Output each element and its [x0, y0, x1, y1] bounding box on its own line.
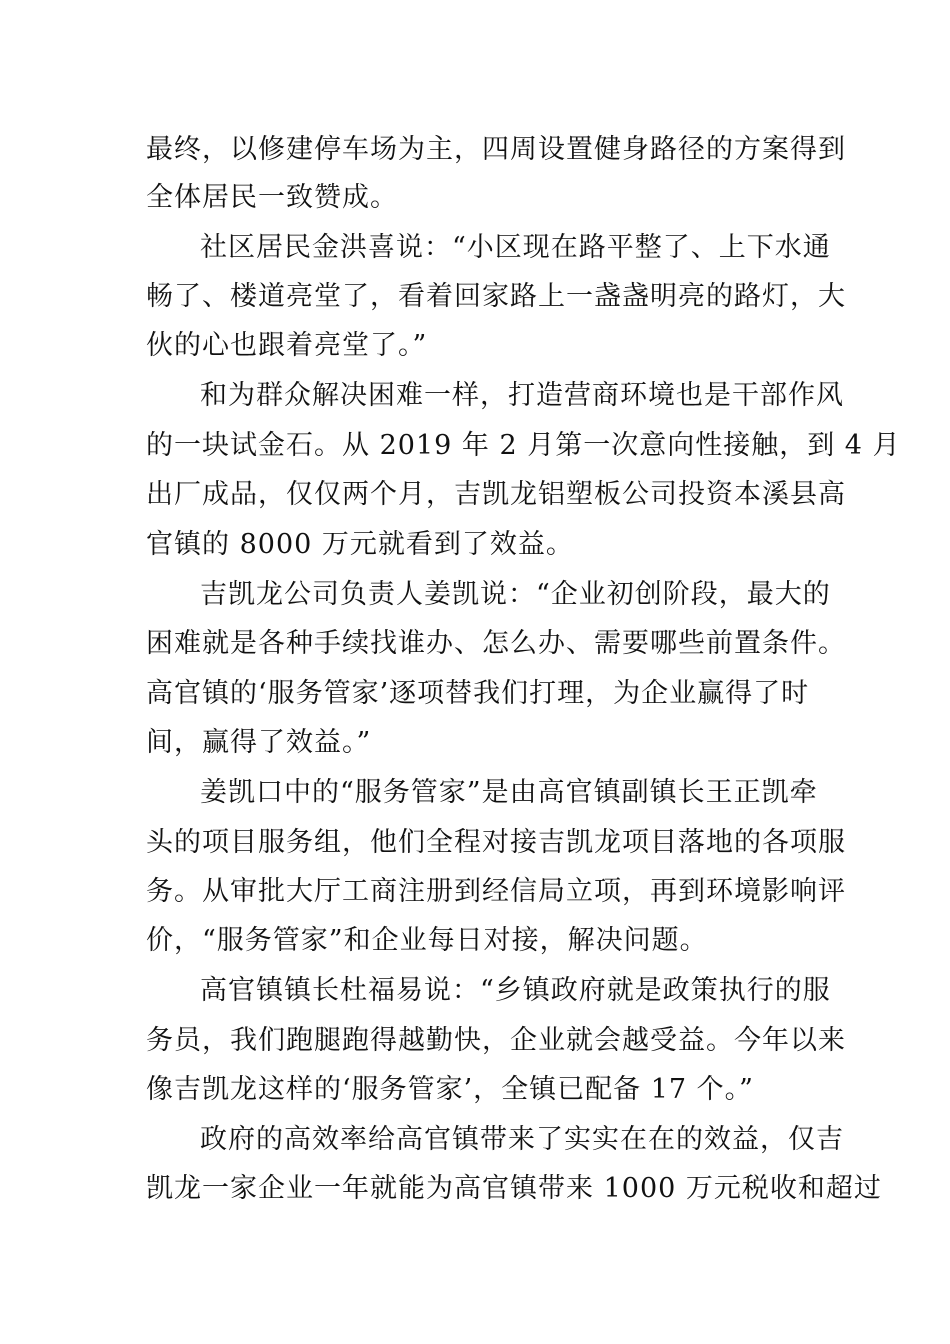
text-line: 吉凯龙公司负责人姜凯说：“企业初创阶段，最大的 — [200, 579, 831, 610]
text-line: 头的项目服务组，他们全程对接吉凯龙项目落地的各项服 — [146, 827, 846, 858]
text-line: 和为群众解决困难一样，打造营商环境也是干部作风 — [200, 380, 844, 411]
text-line: 高官镇的‘服务管家’逐项替我们打理，为企业赢得了时 — [146, 678, 810, 709]
text-line: 政府的高效率给高官镇带来了实实在在的效益，仅吉 — [200, 1124, 844, 1155]
text-line: 出厂成品，仅仅两个月，吉凯龙铝塑板公司投资本溪县高 — [146, 479, 846, 510]
text-line: 间，赢得了效益。” — [146, 727, 372, 758]
text-line: 凯龙一家企业一年就能为高官镇带来 1000 万元税收和超过 — [146, 1173, 882, 1204]
text-line: 畅了、楼道亮堂了，看着回家路上一盏盏明亮的路灯，大 — [146, 281, 846, 312]
text-line: 高官镇镇长杜福易说：“乡镇政府就是政策执行的服 — [200, 975, 831, 1006]
text-line: 困难就是各种手续找谁办、怎么办、需要哪些前置条件。 — [146, 628, 846, 659]
text-line: 务。从审批大厅工商注册到经信局立项，再到环境影响评 — [146, 876, 846, 907]
text-line: 像吉凯龙这样的‘服务管家’，全镇已配备 17 个。” — [146, 1074, 754, 1105]
text-line: 最终，以修建停车场为主，四周设置健身路径的方案得到 — [146, 134, 846, 165]
text-line: 官镇的 8000 万元就看到了效益。 — [146, 529, 574, 560]
text-line: 姜凯口中的“服务管家”是由高官镇副镇长王正凯牵 — [200, 777, 818, 808]
text-line: 伙的心也跟着亮堂了。” — [146, 330, 428, 361]
text-line: 全体居民一致赞成。 — [146, 182, 398, 213]
text-line: 价，“服务管家”和企业每日对接，解决问题。 — [146, 925, 708, 956]
text-line: 务员，我们跑腿跑得越勤快，企业就会越受益。今年以来 — [146, 1025, 846, 1056]
text-line: 的一块试金石。从 2019 年 2 月第一次意向性接触，到 4 月 — [146, 430, 901, 461]
text-line: 社区居民金洪喜说：“小区现在路平整了、上下水通 — [200, 232, 831, 263]
